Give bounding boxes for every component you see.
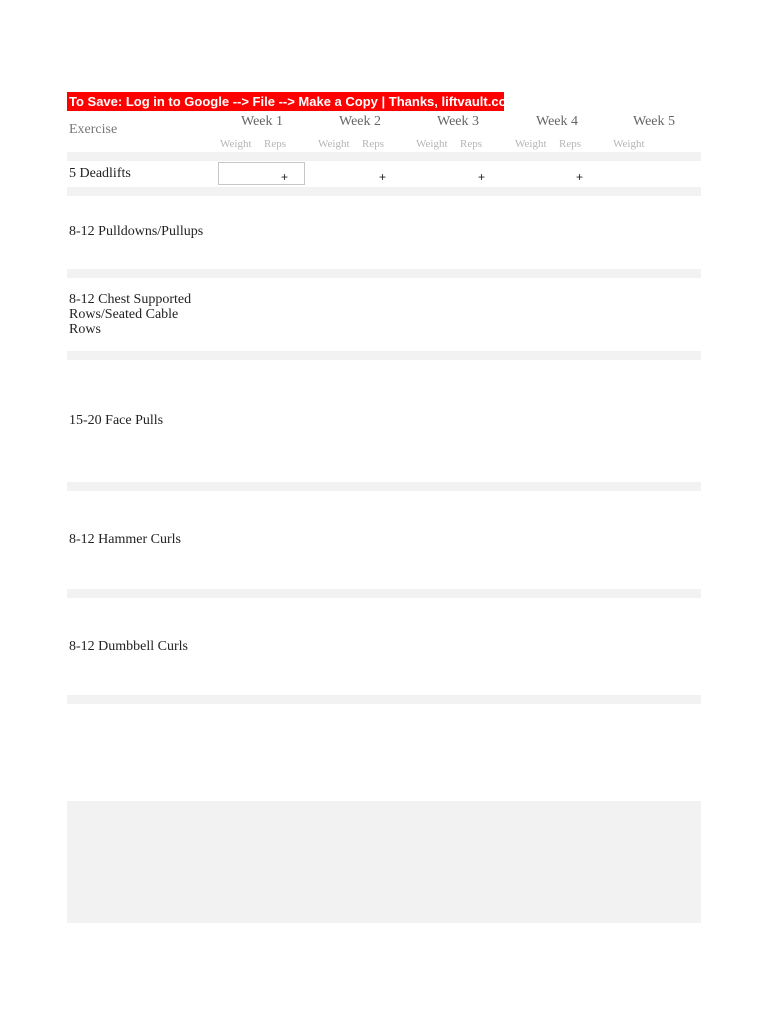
week-3-header: Week 3 xyxy=(436,114,480,129)
selected-cell[interactable] xyxy=(218,162,305,185)
week-5-weight-label: Weight xyxy=(613,138,645,150)
week-3-plus[interactable]: + xyxy=(478,170,486,184)
week-1-header: Week 1 xyxy=(240,114,284,129)
exercise-dumbbell-curls: 8-12 Dumbbell Curls xyxy=(69,639,188,654)
week-4-plus[interactable]: + xyxy=(576,170,584,184)
row-separator xyxy=(67,351,701,360)
week-1-plus[interactable]: + xyxy=(281,170,289,184)
row-separator xyxy=(67,152,701,161)
row-separator xyxy=(67,269,701,278)
week-4-reps-label: Reps xyxy=(559,138,581,150)
exercise-deadlifts: 5 Deadlifts xyxy=(69,166,131,181)
week-4-weight-label: Weight xyxy=(515,138,547,150)
exercise-pulldowns: 8-12 Pulldowns/Pullups xyxy=(69,224,204,239)
week-3-reps-label: Reps xyxy=(460,138,482,150)
exercise-face-pulls: 15-20 Face Pulls xyxy=(69,413,164,428)
week-2-header: Week 2 xyxy=(338,114,382,129)
footer-band xyxy=(67,801,701,923)
exercise-chest-supported-rows: 8-12 Chest Supported Rows/Seated Cable Rows xyxy=(69,292,192,337)
week-4-header: Week 4 xyxy=(535,114,579,129)
row-separator xyxy=(67,589,701,598)
save-instructions-banner: To Save: Log in to Google --> File --> Make a Copy | Thanks, liftvault.com xyxy=(69,94,519,109)
exercise-column-header: Exercise xyxy=(69,122,118,137)
row-separator xyxy=(67,482,701,491)
row-separator xyxy=(67,695,701,704)
week-2-reps-label: Reps xyxy=(362,138,384,150)
exercise-hammer-curls: 8-12 Hammer Curls xyxy=(69,532,181,547)
week-2-plus[interactable]: + xyxy=(379,170,387,184)
week-3-weight-label: Weight xyxy=(416,138,448,150)
week-5-header: Week 5 xyxy=(633,114,676,129)
week-1-reps-label: Reps xyxy=(264,138,286,150)
week-1-weight-label: Weight xyxy=(220,138,252,150)
week-2-weight-label: Weight xyxy=(318,138,350,150)
row-separator xyxy=(67,187,701,196)
